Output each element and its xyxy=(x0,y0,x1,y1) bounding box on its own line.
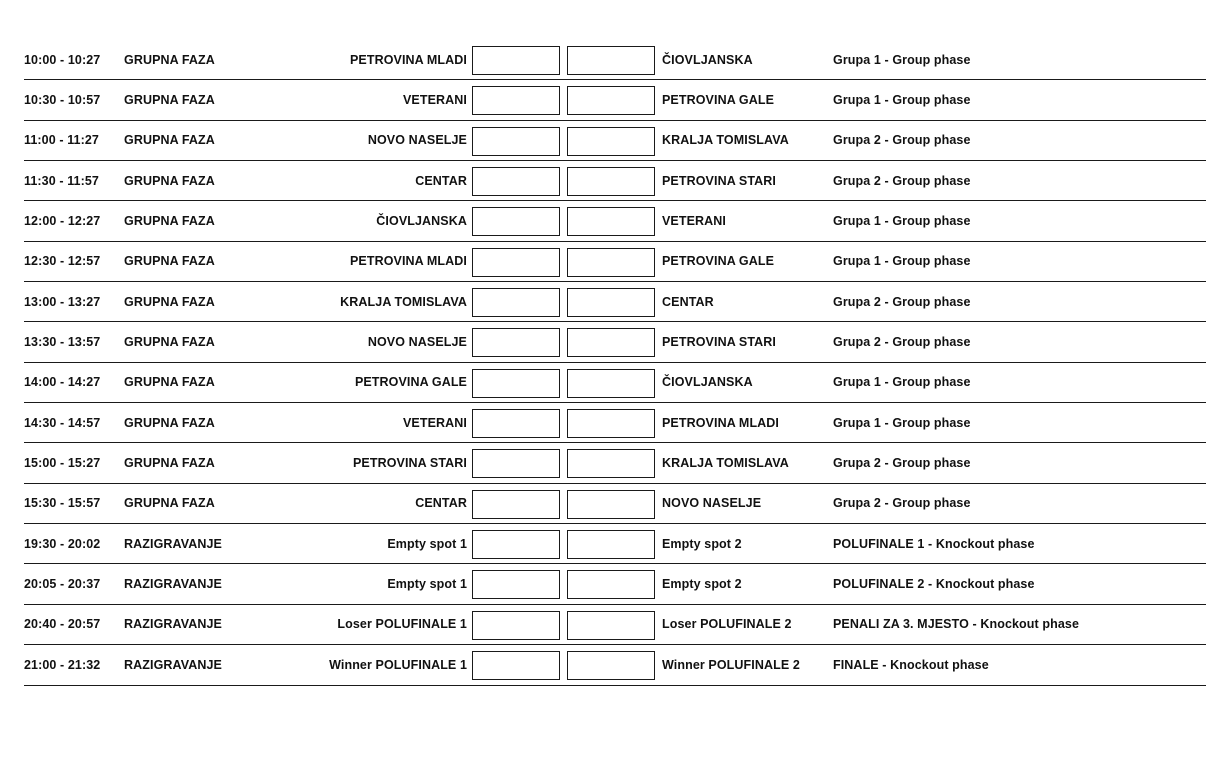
match-phase: GRUPNA FAZA xyxy=(124,375,215,390)
match-group: Grupa 1 - Group phase xyxy=(833,254,971,269)
home-score-box[interactable] xyxy=(472,570,560,599)
away-score-box[interactable] xyxy=(567,207,655,236)
home-score-box[interactable] xyxy=(472,490,560,519)
match-group: Grupa 1 - Group phase xyxy=(833,415,971,430)
match-time: 14:00 - 14:27 xyxy=(24,375,101,390)
home-team: Empty spot 1 xyxy=(387,577,467,592)
match-time: 13:00 - 13:27 xyxy=(24,294,101,309)
match-row xyxy=(24,564,1206,604)
match-phase: GRUPNA FAZA xyxy=(124,173,215,188)
match-time: 11:30 - 11:57 xyxy=(24,173,99,188)
away-score-box[interactable] xyxy=(567,570,655,599)
match-time: 13:30 - 13:57 xyxy=(24,335,101,350)
match-row xyxy=(24,484,1206,524)
away-team: KRALJA TOMISLAVA xyxy=(662,133,789,148)
match-group: Grupa 1 - Group phase xyxy=(833,93,971,108)
away-score-box[interactable] xyxy=(567,127,655,156)
match-row xyxy=(24,363,1206,403)
home-team: VETERANI xyxy=(402,415,467,430)
away-team: PETROVINA GALE xyxy=(662,254,775,269)
match-group: Grupa 2 - Group phase xyxy=(833,456,971,471)
away-score-box[interactable] xyxy=(567,651,655,680)
match-time: 10:30 - 10:57 xyxy=(24,93,101,108)
match-phase: GRUPNA FAZA xyxy=(124,93,215,108)
home-team: Empty spot 1 xyxy=(387,536,467,551)
match-time: 10:00 - 10:27 xyxy=(24,52,101,67)
match-phase: GRUPNA FAZA xyxy=(124,294,215,309)
match-time: 12:30 - 12:57 xyxy=(24,254,101,269)
match-row xyxy=(24,524,1206,564)
away-team: Empty spot 2 xyxy=(662,577,742,592)
home-team: CENTAR xyxy=(415,496,467,511)
match-time: 20:40 - 20:57 xyxy=(24,617,101,632)
match-row xyxy=(24,201,1206,241)
home-score-box[interactable] xyxy=(472,449,560,478)
home-score-box[interactable] xyxy=(472,86,560,115)
match-schedule xyxy=(24,40,1206,686)
match-group: PENALI ZA 3. MJESTO - Knockout phase xyxy=(833,617,1079,632)
away-score-box[interactable] xyxy=(567,167,655,196)
match-time: 19:30 - 20:02 xyxy=(24,536,101,551)
match-row xyxy=(24,605,1206,645)
match-group: Grupa 1 - Group phase xyxy=(833,52,971,67)
match-row xyxy=(24,121,1206,161)
match-row xyxy=(24,40,1206,80)
away-team: PETROVINA MLADI xyxy=(662,415,780,430)
match-phase: GRUPNA FAZA xyxy=(124,254,215,269)
away-team: KRALJA TOMISLAVA xyxy=(662,456,789,471)
home-score-box[interactable] xyxy=(472,248,560,277)
home-team: PETROVINA GALE xyxy=(354,375,467,390)
match-row xyxy=(24,282,1206,322)
away-score-box[interactable] xyxy=(567,611,655,640)
match-group: Grupa 2 - Group phase xyxy=(833,173,971,188)
away-score-box[interactable] xyxy=(567,248,655,277)
match-time: 15:30 - 15:57 xyxy=(24,496,101,511)
match-group: POLUFINALE 1 - Knockout phase xyxy=(833,536,1035,551)
match-time: 15:00 - 15:27 xyxy=(24,456,101,471)
match-time: 20:05 - 20:37 xyxy=(24,577,101,592)
home-score-box[interactable] xyxy=(472,167,560,196)
away-score-box[interactable] xyxy=(567,449,655,478)
home-score-box[interactable] xyxy=(472,328,560,357)
match-phase: RAZIGRAVANJE xyxy=(124,577,222,592)
home-score-box[interactable] xyxy=(472,127,560,156)
home-score-box[interactable] xyxy=(472,530,560,559)
home-team: ČIOVLJANSKA xyxy=(376,214,467,229)
away-team: VETERANI xyxy=(662,214,727,229)
match-row xyxy=(24,242,1206,282)
match-time: 11:00 - 11:27 xyxy=(24,133,99,148)
away-team: CENTAR xyxy=(662,294,714,309)
match-group: Grupa 2 - Group phase xyxy=(833,496,971,511)
away-score-box[interactable] xyxy=(567,530,655,559)
match-phase: GRUPNA FAZA xyxy=(124,133,215,148)
match-phase: GRUPNA FAZA xyxy=(124,214,215,229)
home-score-box[interactable] xyxy=(472,409,560,438)
home-score-box[interactable] xyxy=(472,288,560,317)
away-team: PETROVINA STARI xyxy=(662,335,777,350)
home-team: PETROVINA STARI xyxy=(352,456,467,471)
home-score-box[interactable] xyxy=(472,46,560,75)
home-team: PETROVINA MLADI xyxy=(349,254,467,269)
home-score-box[interactable] xyxy=(472,651,560,680)
away-team: Empty spot 2 xyxy=(662,536,742,551)
away-team: NOVO NASELJE xyxy=(662,496,762,511)
match-phase: RAZIGRAVANJE xyxy=(124,536,222,551)
match-row xyxy=(24,80,1206,120)
match-phase: GRUPNA FAZA xyxy=(124,335,215,350)
away-team: ČIOVLJANSKA xyxy=(662,375,753,390)
home-team: Loser POLUFINALE 1 xyxy=(337,617,467,632)
match-group: Grupa 2 - Group phase xyxy=(833,335,971,350)
away-team: PETROVINA GALE xyxy=(662,93,775,108)
match-phase: RAZIGRAVANJE xyxy=(124,617,222,632)
away-team: ČIOVLJANSKA xyxy=(662,52,753,67)
match-row xyxy=(24,403,1206,443)
home-team: Winner POLUFINALE 1 xyxy=(329,657,467,672)
match-phase: RAZIGRAVANJE xyxy=(124,657,222,672)
home-score-box[interactable] xyxy=(472,611,560,640)
match-row xyxy=(24,322,1206,362)
away-score-box[interactable] xyxy=(567,409,655,438)
match-time: 12:00 - 12:27 xyxy=(24,214,101,229)
match-group: Grupa 2 - Group phase xyxy=(833,294,971,309)
away-score-box[interactable] xyxy=(567,46,655,75)
away-score-box[interactable] xyxy=(567,369,655,398)
away-score-box[interactable] xyxy=(567,328,655,357)
match-row xyxy=(24,161,1206,201)
match-group: FINALE - Knockout phase xyxy=(833,657,989,672)
home-team: VETERANI xyxy=(402,93,467,108)
match-group: Grupa 2 - Group phase xyxy=(833,133,971,148)
match-row xyxy=(24,645,1206,685)
match-group: Grupa 1 - Group phase xyxy=(833,375,971,390)
match-phase: GRUPNA FAZA xyxy=(124,415,215,430)
home-score-box[interactable] xyxy=(472,369,560,398)
match-time: 14:30 - 14:57 xyxy=(24,415,101,430)
match-phase: GRUPNA FAZA xyxy=(124,496,215,511)
match-phase: GRUPNA FAZA xyxy=(124,456,215,471)
match-row xyxy=(24,443,1206,483)
match-group: Grupa 1 - Group phase xyxy=(833,214,971,229)
away-score-box[interactable] xyxy=(567,86,655,115)
away-team: Loser POLUFINALE 2 xyxy=(662,617,792,632)
home-team: PETROVINA MLADI xyxy=(349,52,467,67)
away-score-box[interactable] xyxy=(567,490,655,519)
home-score-box[interactable] xyxy=(472,207,560,236)
match-phase: GRUPNA FAZA xyxy=(124,52,215,67)
away-score-box[interactable] xyxy=(567,288,655,317)
home-team: CENTAR xyxy=(415,173,467,188)
match-time: 21:00 - 21:32 xyxy=(24,657,101,672)
home-team: NOVO NASELJE xyxy=(367,133,467,148)
away-team: PETROVINA STARI xyxy=(662,173,777,188)
away-team: Winner POLUFINALE 2 xyxy=(662,657,800,672)
home-team: NOVO NASELJE xyxy=(367,335,467,350)
home-team: KRALJA TOMISLAVA xyxy=(340,294,467,309)
match-group: POLUFINALE 2 - Knockout phase xyxy=(833,577,1035,592)
